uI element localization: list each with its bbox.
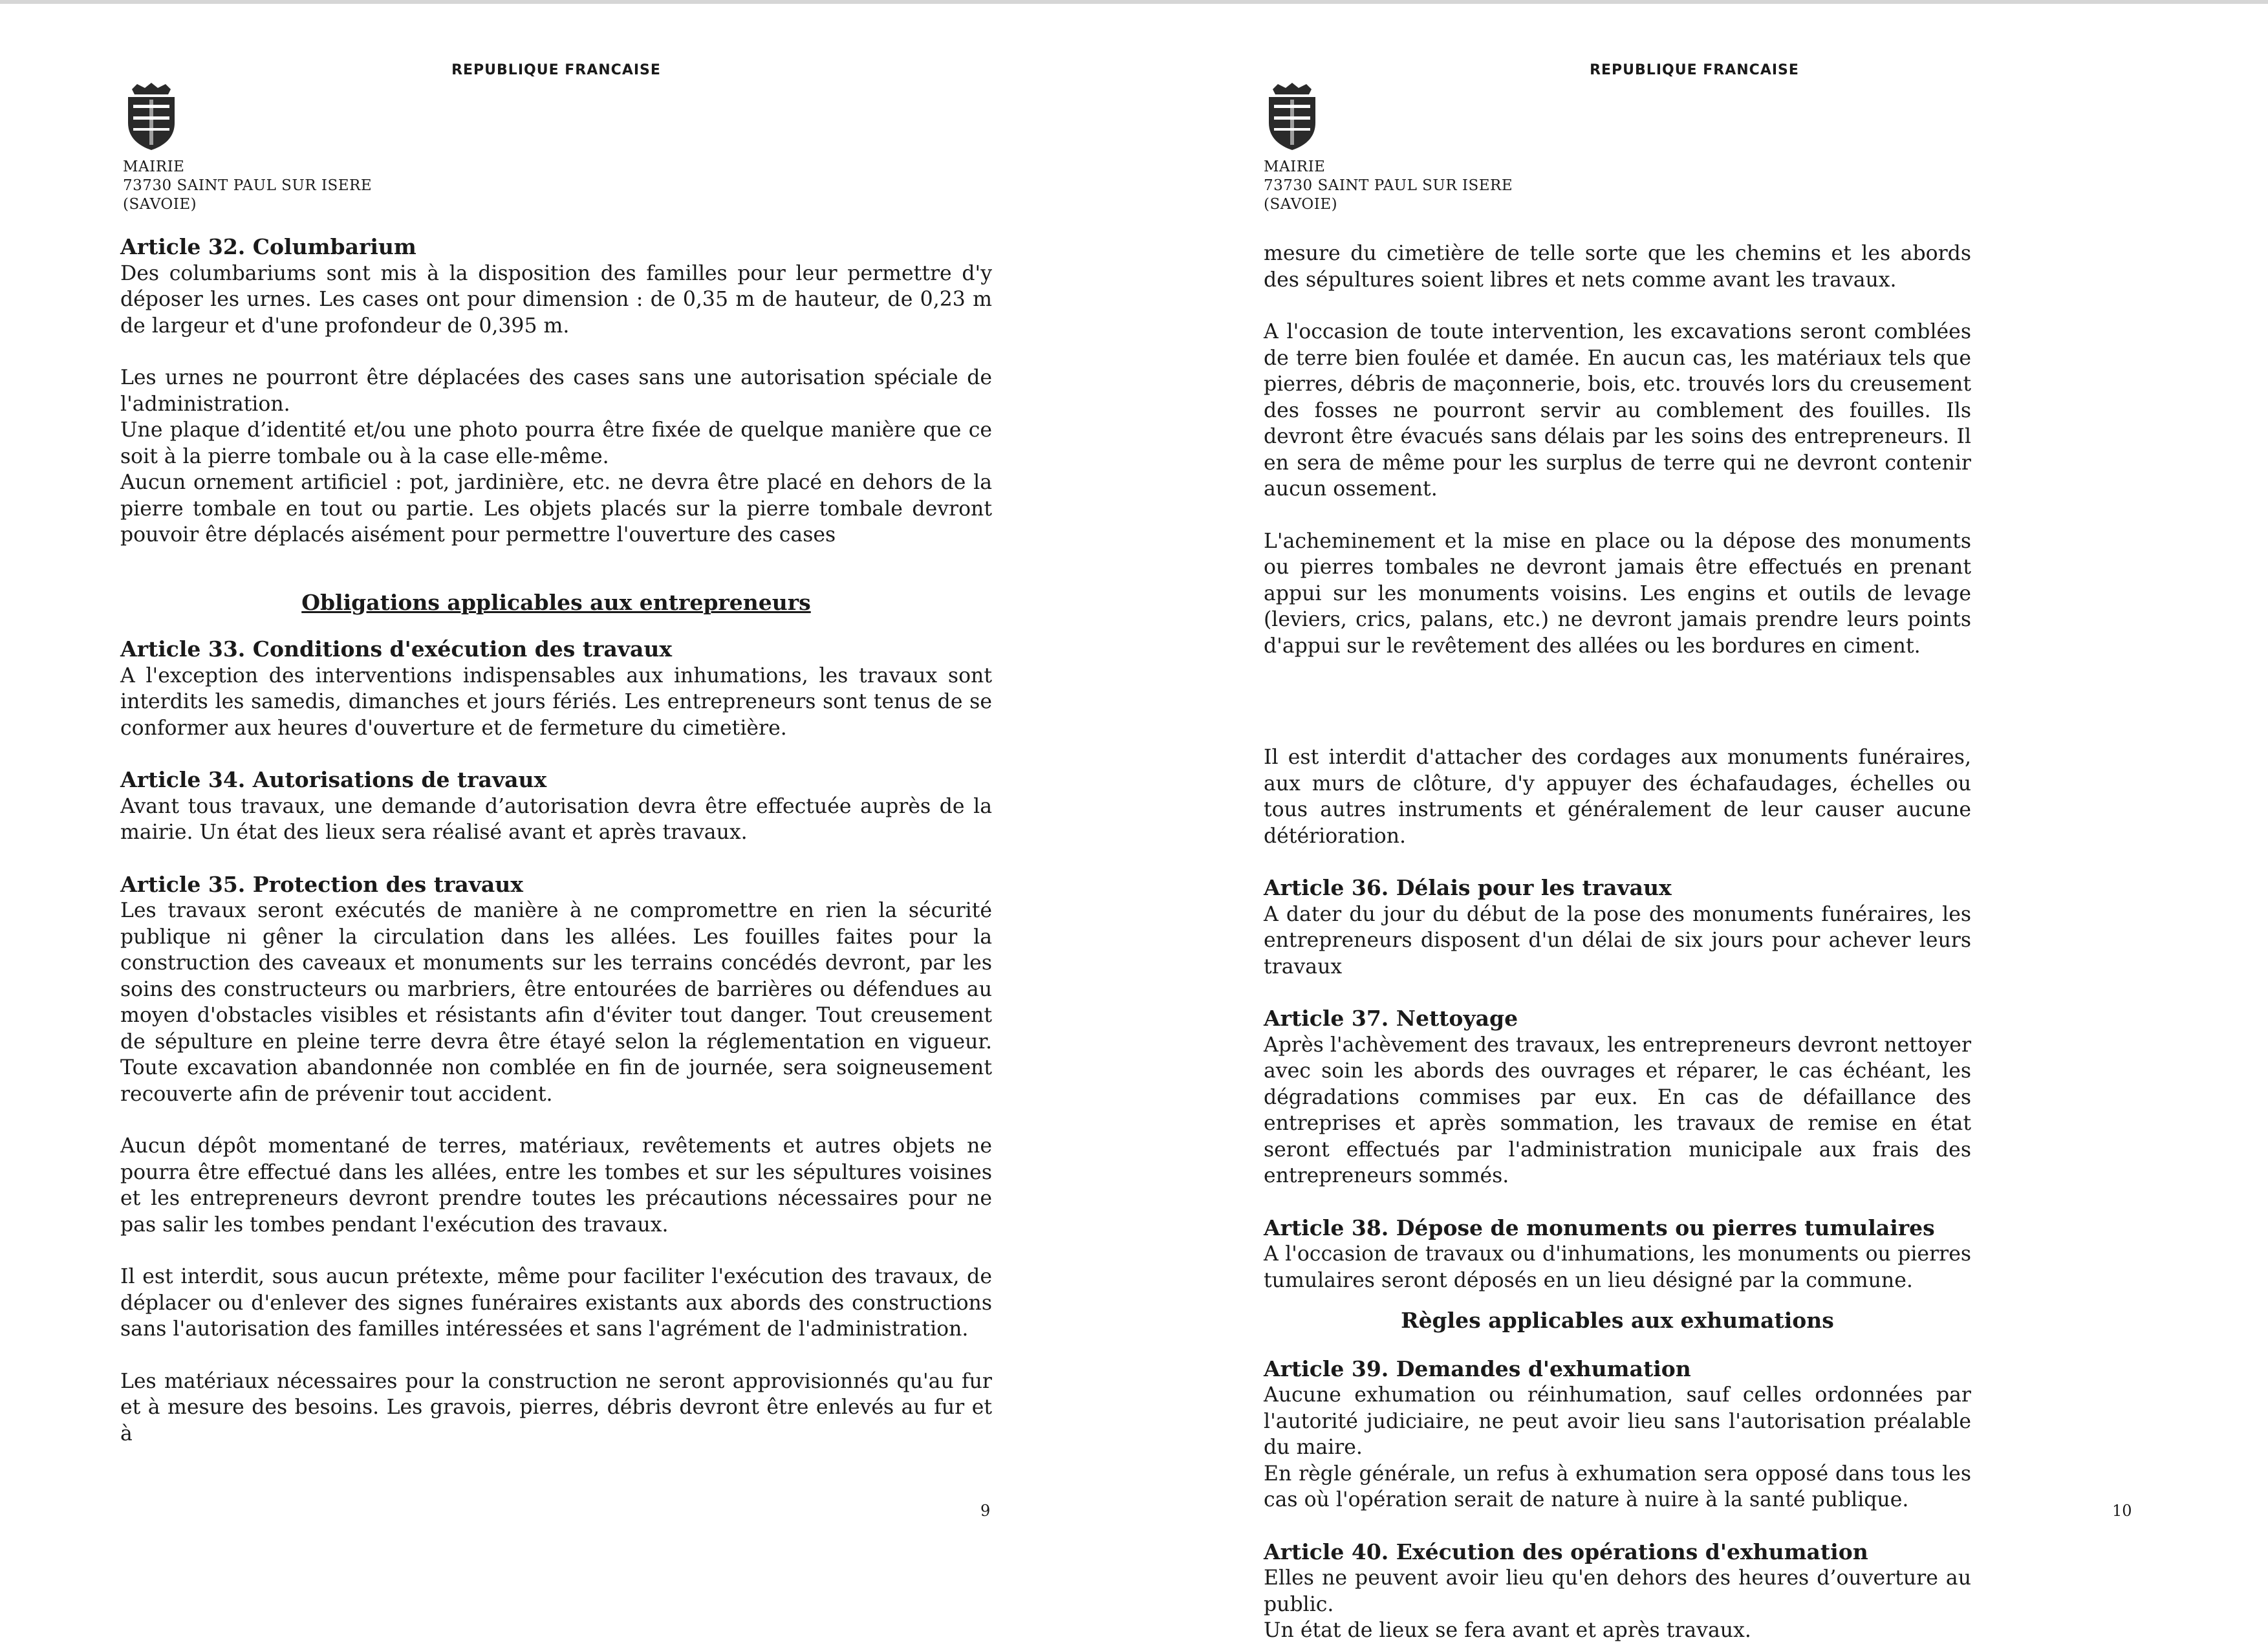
article-32-p4: Aucun ornement artificiel : pot, jardinière, etc. ne devra être placé en dehors de la pierre tombale en tout ou partie. Les objets placés sur la pierre tombale devront pouvoir être déplacés aisément pour permettre l'ouverture des cases	[120, 471, 992, 546]
article-34-title: Article 34. Autorisations de travaux	[120, 767, 547, 792]
page-number: 9	[980, 1502, 991, 1520]
article-33-title: Article 33. Conditions d'exécution des travaux	[120, 636, 673, 662]
spacer	[120, 741, 992, 767]
section-title-exhumations: Règles applicables aux exhumations	[1401, 1308, 1834, 1333]
spacer	[1264, 503, 1971, 528]
continuation-p1: mesure du cimetière de telle sorte que les chemins et les abords des sépultures soient libres et nets comme avant les travaux.	[1264, 242, 1971, 292]
page-9	[0, 0, 1134, 1604]
article-35-title: Article 35. Protection des travaux	[120, 871, 523, 897]
spacer	[1264, 1513, 1971, 1539]
continuation-p2: A l'occasion de toute intervention, les excavations seront comblées de terre bien foulée et damée. En aucun cas, les matériaux tels que pierres, débris de maçonnerie, bois, etc. trouvés lors du creusement des fosses ne pourront servir au comblement des fouilles. Ils devront être évacués sans délais par les soins des entrepreneurs. Il en sera de même pour les surplus de terre qui ne devront contenir aucun ossement.	[1264, 320, 1971, 501]
article-39-p1: Aucune exhumation ou réinhumation, sauf celles ordonnées par l'autorité judiciaire, ne peut avoir lieu sans l'autorisation préalable du maire.	[1264, 1383, 1971, 1459]
article-40-p2: Un état de lieux se fera avant et après travaux.	[1264, 1619, 1751, 1642]
spacer	[1264, 659, 1971, 744]
article-37-title: Article 37. Nettoyage	[1264, 1006, 1518, 1031]
spacer	[1264, 1293, 1971, 1308]
page-10	[1134, 0, 2268, 1642]
article-40-title: Article 40. Exécution des opérations d'exhumation	[1264, 1539, 1868, 1564]
page-10-body	[1264, 241, 1971, 1644]
spacer	[1264, 293, 1971, 319]
article-36-title: Article 36. Délais pour les travaux	[1264, 875, 1672, 900]
spacer	[1264, 1189, 1971, 1215]
page-number: 10	[2112, 1502, 2132, 1520]
spacer	[120, 846, 992, 872]
article-39-p2: En règle générale, un refus à exhumation sera opposé dans tous les cas où l'opération serait de nature à nuire à la santé publique.	[1264, 1462, 1971, 1511]
article-38-p1: A l'occasion de travaux ou d'inhumations, les monuments ou pierres tumulaires seront déposés en un lieu désigné par la commune.	[1264, 1242, 1971, 1292]
article-32-p3: Une plaque d’identité et/ou une photo pourra être fixée de quelque manière que ce soit à la pierre tombale ou à la case elle-même.	[120, 418, 992, 468]
article-33-p1: A l'exception des interventions indispensables aux inhumations, les travaux sont interdits les samedis, dimanches et jours fériés. Les entrepreneurs sont tenus de se conformer aux heures d'ouverture et de fermeture du cimetière.	[120, 664, 992, 740]
coat-of-arms-icon	[123, 83, 180, 151]
article-32-title: Article 32. Columbarium	[120, 234, 416, 259]
article-35-p1: Les travaux seront exécutés de manière à ne compromettre en rien la sécurité publique ni gêner la circulation dans les allées. Les fouilles faites pour la construction des caveaux et monuments sur les terrains concédés devront, par les soins des constructeurs ou marbriers, être entourées de barrières ou défendues au moyen d'obstacles visibles et résistants afin d'éviter tout danger. Tout creusement de sépulture en pleine terre devra être étayé selon la réglementation en vigueur. Toute excavation abandonnée non comblée en fin de journée, sera soigneusement recouverte afin de prévenir tout accident.	[120, 899, 992, 1106]
republique-heading: REPUBLIQUE FRANCAISE	[451, 62, 661, 78]
article-32-p1: Des columbariums sont mis à la disposition des familles pour leur permettre d'y déposer les urnes. Les cases ont pour dimension : de 0,35 m de hauteur, de 0,23 m de largeur et d'une profondeur de 0,395 m.	[120, 261, 992, 338]
continuation-p3: L'acheminement et la mise en place ou la dépose des monuments ou pierres tombales ne devront jamais être effectués en prenant appui sur les monuments voisins. Les engins et outils de levage (leviers, crics, palans, etc.) ne devront jamais prendre leurs points d'appui sur le revêtement des allées ou les bordures en ciment.	[1264, 529, 1971, 658]
spacer	[120, 1238, 992, 1264]
mairie-address	[123, 158, 372, 214]
article-39-title: Article 39. Demandes d'exhumation	[1264, 1356, 1691, 1381]
mairie-address	[1264, 158, 1513, 214]
article-32-p2: Les urnes ne pourront être déplacées des cases sans une autorisation spéciale de l'administration.	[120, 366, 992, 416]
mairie-label: MAIRIE	[123, 158, 185, 175]
article-35-p3: Il est interdit, sous aucun prétexte, même pour faciliter l'exécution des travaux, de déplacer ou d'enlever des signes funéraires existants aux abords des constructions sans l'autorisation des familles intéressées et sans l'agrément de l'administration.	[120, 1265, 992, 1341]
article-38-title: Article 38. Dépose de monuments ou pierres tumulaires	[1264, 1215, 1935, 1240]
mairie-street: 73730 SAINT PAUL SUR ISERE	[1264, 177, 1513, 194]
page-9-body	[120, 234, 992, 1447]
section-title-entrepreneurs: Obligations applicables aux entrepreneurs	[301, 589, 811, 615]
spacer	[1264, 980, 1971, 1006]
spacer	[120, 616, 992, 636]
spacer	[120, 548, 992, 590]
article-34-p1: Avant tous travaux, une demande d’autorisation devra être effectuée auprès de la mairie. Un état des lieux sera réalisé avant et après travaux.	[120, 794, 992, 844]
mairie-label: MAIRIE	[1264, 158, 1326, 175]
continuation-p4: Il est interdit d'attacher des cordages aux monuments funéraires, aux murs de clôture, d'y appuyer des échafaudages, échelles ou tous autres instruments et généralement de leur causer aucune détérioration.	[1264, 746, 1971, 848]
article-35-p2: Aucun dépôt momentané de terres, matériaux, revêtements et autres objets ne pourra être effectué dans les allées, entre les tombes et sur les sépultures voisines et les entrepreneurs devront prendre toutes les précautions nécessaires pour ne pas salir les tombes pendant l'exécution des travaux.	[120, 1134, 992, 1237]
spacer	[120, 339, 992, 365]
article-37-p1: Après l'achèvement des travaux, les entrepreneurs devront nettoyer avec soin les abords des ouvrages et réparer, le cas échéant, les dégradations commises par eux. En cas de défaillance des entreprises et après sommation, les travaux de remise en état seront effectués par l'administration municipale aux frais des entrepreneurs sommés.	[1264, 1033, 1971, 1187]
coat-of-arms-icon	[1264, 83, 1321, 151]
mairie-street: 73730 SAINT PAUL SUR ISERE	[123, 177, 373, 194]
mairie-region: (SAVOIE)	[123, 196, 197, 213]
article-36-p1: A dater du jour du début de la pose des monuments funéraires, les entrepreneurs disposent d'un délai de six jours pour achever leurs travaux	[1264, 902, 1971, 979]
mairie-region: (SAVOIE)	[1264, 196, 1338, 213]
article-40-p1: Elles ne peuvent avoir lieu qu'en dehors des heures d’ouverture au public.	[1264, 1566, 1971, 1616]
republique-heading: REPUBLIQUE FRANCAISE	[1590, 62, 1799, 78]
spacer	[120, 1343, 992, 1368]
article-35-p4: Les matériaux nécessaires pour la construction ne seront approvisionnés qu'au fur et à mesure des besoins. Les gravois, pierres, débris devront être enlevés au fur et à	[120, 1369, 992, 1445]
spacer	[1264, 1334, 1971, 1356]
spacer	[120, 1107, 992, 1133]
spacer	[1264, 849, 1971, 875]
